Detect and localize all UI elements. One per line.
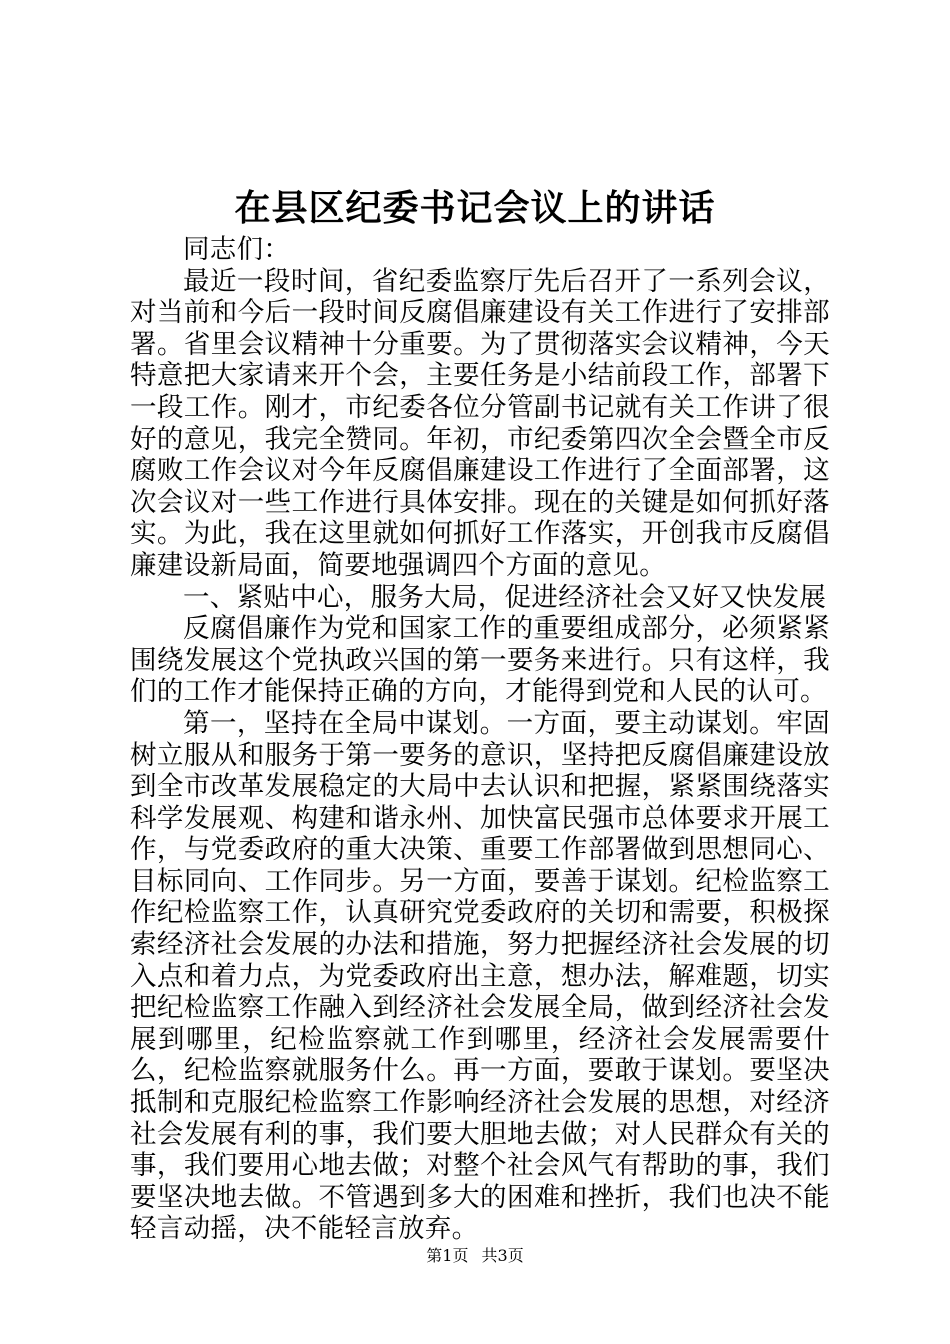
document-title: 在县区纪委书记会议上的讲话 [234, 187, 716, 229]
section-heading: 一、紧贴中心，服务大局，促进经济社会又好又快发展 [183, 581, 827, 613]
document-body [130, 234, 830, 1245]
salutation: 同志们： [183, 234, 291, 265]
page-footer [0, 1246, 950, 1266]
page-number: 第1页 [426, 1246, 469, 1265]
paragraph: 第一，坚持在全局中谋划。一方面，要主动谋划。牢固树立服从和服务于第一要务的意识，坚持把反腐倡廉建设放到全市改革发展稳定的大局中去认识和把握，紧紧围绕落实科学发展观、构建和谐永州、加快富民强市总体要求开展工作，与党委政府的重大决策、重要工作部署做到思想同心、目标同向、工作同步。另一方面，要善于谋划。纪检监察工作纪检监察工作，认真研究党委政府的关切和需要，积极探索经济社会发展的办法和措施，努力把握经济社会发展的切入点和着力点，为党委政府出主意，想办法，解难题，切实把纪检监察工作融入到经济社会发展全局，做到经济社会发展到哪里，纪检监察就工作到哪里，经济社会发展需要什么，纪检监察就服务什么。再一方面，要敢于谋划。要坚决抵制和克服纪检监察工作影响经济社会发展的思想，对经济社会发展有利的事，我们要大胆地去做；对人民群众有关的事，我们要用心地去做；对整个社会风气有帮助的事，我们要坚决地去做。不管遇到多大的困难和挫折，我们也决不能轻言动摇，决不能轻言放弃。 [130, 707, 830, 1245]
page-count: 共3页 [481, 1246, 524, 1265]
paragraph-intro: 最近一段时间，省纪委监察厅先后召开了一系列会议，对当前和今后一段时间反腐倡廉建设有关工作进行了安排部署。省里会议精神十分重要。为了贯彻落实会议精神，今天特意把大家请来开个会，主要任务是小结前段工作，部署下一段工作。刚才，市纪委各位分管副书记就有关工作讲了很好的意见，我完全赞同。年初，市纪委第四次全会暨全市反腐败工作会议对今年反腐倡廉建设工作进行了全面部署，这次会议对一些工作进行具体安排。现在的关键是如何抓好落实。为此，我在这里就如何抓好工作落实，开创我市反腐倡廉建设新局面，简要地强调四个方面的意见。 [130, 265, 830, 581]
paragraph: 反腐倡廉作为党和国家工作的重要组成部分，必须紧紧围绕发展这个党执政兴国的第一要务来进行。只有这样，我们的工作才能保持正确的方向，才能得到党和人民的认可。 [130, 613, 830, 708]
